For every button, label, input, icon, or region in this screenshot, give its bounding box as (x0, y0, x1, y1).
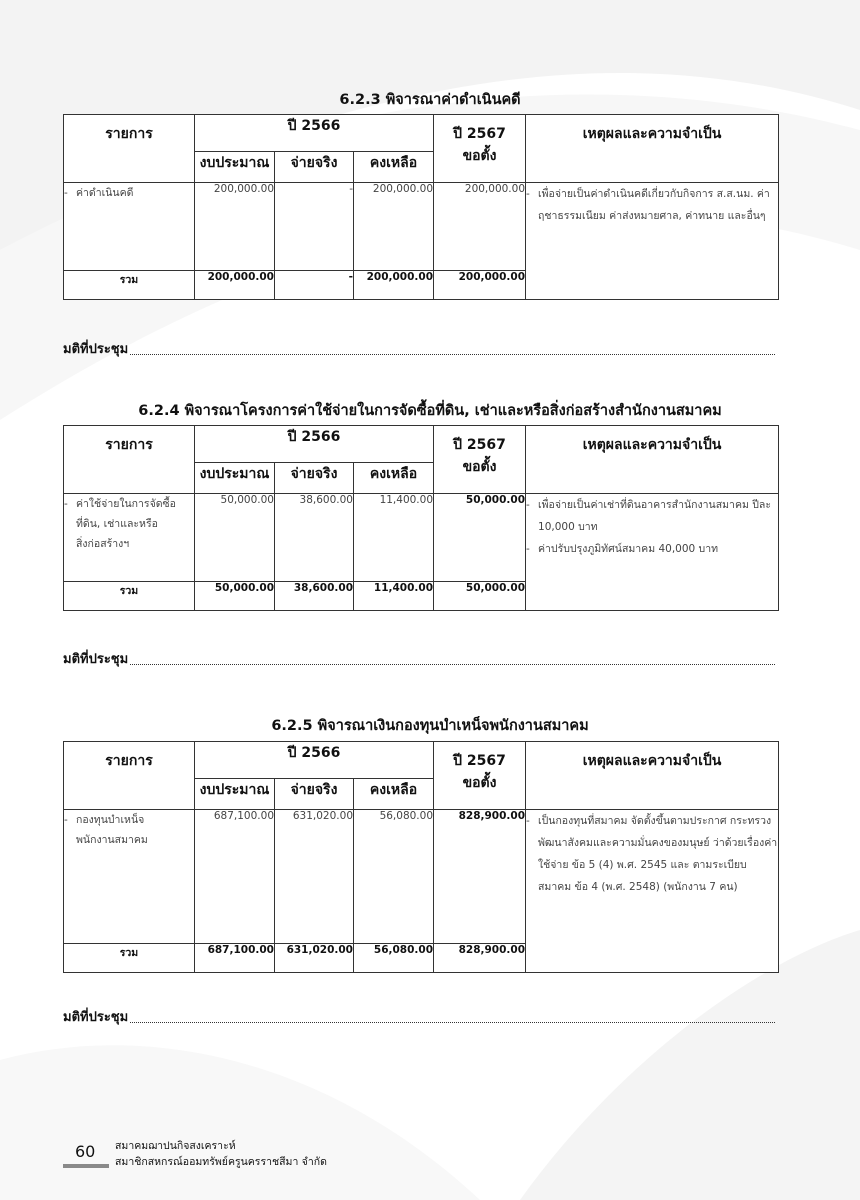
table-row (64, 494, 779, 582)
page-number: 60 (75, 1142, 96, 1161)
section-title-6-2-3: 6.2.3 พิจารณาค่าดำเนินคดี (339, 92, 521, 108)
resolution-line (63, 338, 775, 359)
resolution-label: มติที่ประชุม (63, 652, 129, 667)
budget-table-6-2-3 (63, 114, 779, 300)
item-cell: - ค่าดำเนินคดี (64, 183, 195, 271)
remaining-cell: 11,400.00 (354, 494, 434, 582)
request-cell: 200,000.00 (434, 183, 526, 271)
total-remaining: 11,400.00 (354, 582, 434, 611)
table-row (64, 810, 779, 944)
section-title-6-2-5: 6.2.5 พิจารณาเงินกองทุนบำเหน็จพนักงานสมาคม (271, 718, 589, 734)
budget-cell: 687,100.00 (195, 810, 275, 944)
total-label: รวม (64, 271, 195, 300)
item-cell: - ค่าใช้จ่ายในการจัดซื้อ ที่ดิน, เช่าและหรือ สิ่งก่อสร้างฯ (64, 494, 195, 582)
total-actual: 631,020.00 (275, 944, 354, 973)
budget-cell: 200,000.00 (195, 183, 275, 271)
table-row (64, 183, 779, 271)
reason-cell: - เพื่อจ่ายเป็นค่าดำเนินคดีเกี่ยวกับกิจการ ส.ส.นม. ค่าฤชาธรรมเนียม ค่าส่งหมายศาล, ค่าทนาย และอื่นๆ (526, 183, 779, 300)
resolution-label: มติที่ประชุม (63, 342, 129, 357)
total-label: รวม (64, 582, 195, 611)
header-actual: จ่ายจริง (275, 779, 354, 810)
remaining-cell: 200,000.00 (354, 183, 434, 271)
total-request: 50,000.00 (434, 582, 526, 611)
header-year-2567: ปี 2567 ขอตั้ง (434, 742, 526, 810)
resolution-label: มติที่ประชุม (63, 1010, 129, 1025)
total-budget: 200,000.00 (195, 271, 275, 300)
header-year-2566: ปี 2566 (195, 742, 434, 779)
header-year-2566: ปี 2566 (195, 115, 434, 152)
header-item: รายการ (64, 426, 195, 494)
header-budget: งบประมาณ (195, 152, 275, 183)
budget-cell: 50,000.00 (195, 494, 275, 582)
budget-table-6-2-4 (63, 425, 779, 611)
total-budget: 687,100.00 (195, 944, 275, 973)
reason-cell: - เป็นกองทุนที่สมาคม จัดตั้งขึ้นตามประกาศ กระทรวงพัฒนาสังคมและความมั่นคงของมนุษย์ ว่าด้วยเรื่องค่าใช้จ่าย ข้อ 5 (4) พ.ศ. 2545 และ ตามระเบียบสมาคม ข้อ 4 (พ.ศ. 2548) (พนักงาน 7 คน) (526, 810, 779, 973)
actual-cell: 631,020.00 (275, 810, 354, 944)
resolution-line (63, 1006, 775, 1027)
total-request: 200,000.00 (434, 271, 526, 300)
header-remaining: คงเหลือ (354, 463, 434, 494)
total-actual: 38,600.00 (275, 582, 354, 611)
header-year-2567: ปี 2567 ขอตั้ง (434, 426, 526, 494)
item-cell: - กองทุนบำเหน็จ พนักงานสมาคม (64, 810, 195, 944)
header-reason: เหตุผลและความจำเป็น (526, 426, 779, 494)
header-reason: เหตุผลและความจำเป็น (526, 115, 779, 183)
resolution-line (63, 648, 775, 669)
total-remaining: 200,000.00 (354, 271, 434, 300)
header-remaining: คงเหลือ (354, 779, 434, 810)
total-request: 828,900.00 (434, 944, 526, 973)
header-actual: จ่ายจริง (275, 152, 354, 183)
header-item: รายการ (64, 742, 195, 810)
header-budget: งบประมาณ (195, 463, 275, 494)
total-actual: - (275, 271, 354, 300)
actual-cell: 38,600.00 (275, 494, 354, 582)
header-remaining: คงเหลือ (354, 152, 434, 183)
total-label: รวม (64, 944, 195, 973)
total-remaining: 56,080.00 (354, 944, 434, 973)
header-reason: เหตุผลและความจำเป็น (526, 742, 779, 810)
header-year-2566: ปี 2566 (195, 426, 434, 463)
request-cell: 828,900.00 (434, 810, 526, 944)
reason-cell: - เพื่อจ่ายเป็นค่าเช่าที่ดินอาคารสำนักงานสมาคม ปีละ 10,000 บาท - ค่าปรับปรุงภูมิทัศน์สมาคม 40,000 บาท (526, 494, 779, 611)
header-item: รายการ (64, 115, 195, 183)
section-title-6-2-4: 6.2.4 พิจารณาโครงการค่าใช้จ่ายในการจัดซื้อที่ดิน, เช่าและหรือสิ่งก่อสร้างสำนักงานสมาคม (138, 403, 722, 419)
page-number-bar (63, 1164, 109, 1168)
actual-cell: - (275, 183, 354, 271)
header-actual: จ่ายจริง (275, 463, 354, 494)
organization-name: สมาคมฌาปนกิจสงเคราะห์ สมาชิกสหกรณ์ออมทรัพย์ครูนครราชสีมา จำกัด (115, 1140, 327, 1168)
budget-table-6-2-5 (63, 741, 779, 973)
header-year-2567: ปี 2567 ขอตั้ง (434, 115, 526, 183)
request-cell: 50,000.00 (434, 494, 526, 582)
total-budget: 50,000.00 (195, 582, 275, 611)
header-budget: งบประมาณ (195, 779, 275, 810)
remaining-cell: 56,080.00 (354, 810, 434, 944)
